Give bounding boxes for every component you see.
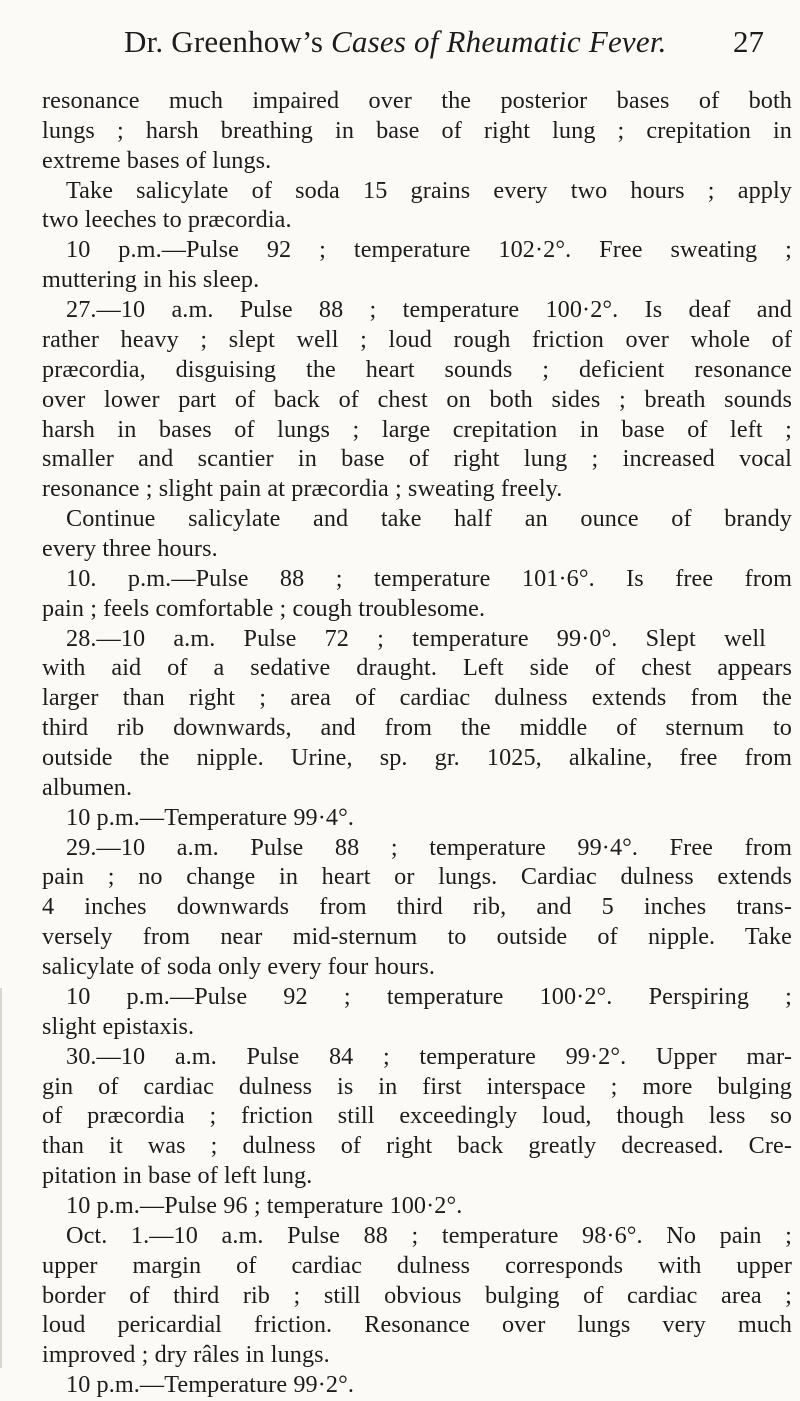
text-line: lungs ; harsh breathing in base of right lung ; crepitation in [42,116,792,144]
text-line: border of third rib ; still obvious bulging of cardiac area ; [42,1281,792,1309]
text-line: muttering in his sleep. [42,266,260,294]
text-line: with aid of a sedative draught. Left side of chest appears [42,654,792,682]
running-header [0,14,800,70]
text-line: 10 p.m.—Pulse 96 ; temperature 100·2°. [66,1192,463,1219]
text-line: resonance ; slight pain at præcordia ; sweating freely. [42,475,563,503]
text-line: pain ; feels comfortable ; cough troublesome. [42,594,486,622]
text-line: improved ; dry râles in lungs. [42,1341,330,1369]
text-line: third rib downwards, and from the middle of sternum to [42,714,792,742]
text-line: 29.—10 a.m. Pulse 88 ; temperature 99·4°. Free from [66,833,792,861]
text-line: 10 p.m.—Temperature 99·2°. [66,1371,354,1399]
text-line: gin of cardiac dulness is in first interspace ; more bulging [42,1072,792,1100]
text-line: præcordia, disguising the heart sounds ; deficient resonance [42,355,792,383]
text-line: every three hours. [42,534,218,562]
text-line: resonance much impaired over the posterior bases of both [42,87,792,114]
page-number: 27 [733,24,764,59]
running-title-italic: Cases of Rheumatic Fever. [331,24,667,59]
running-title-author: Dr. Greenhow’s [124,24,324,59]
text-line: extreme bases of lungs. [42,146,272,174]
text-line: rather heavy ; slept well ; loud rough friction over whole of [42,325,792,353]
text-line: over lower part of back of chest on both sides ; breath sounds [42,385,792,413]
text-line: harsh in bases of lungs ; large crepitation in base of left ; [42,415,792,443]
text-line: larger than right ; area of cardiac dulness extends from the [42,684,792,712]
text-line: 27.—10 a.m. Pulse 88 ; temperature 100·2°. Is deaf and [66,296,792,324]
running-title [124,14,667,70]
text-line: smaller and scantier in base of right lung ; increased vocal [42,445,792,473]
text-line: than it was ; dulness of right back greatly decreased. Cre- [42,1132,792,1160]
text-line: of præcordia ; friction still exceedingly loud, though less so [42,1102,792,1130]
text-line: 4 inches downwards from third rib, and 5 inches trans- [42,893,792,921]
text-line: 28.—10 a.m. Pulse 72 ; temperature 99·0°. Slept well [66,624,766,652]
text-line: Continue salicylate and take half an ounce of brandy [66,505,792,533]
text-line: upper margin of cardiac dulness corresponds with upper [42,1251,792,1279]
text-line: 10. p.m.—Pulse 88 ; temperature 101·6°. Is free from [66,564,792,592]
text-line: 10 p.m.—Temperature 99·4°. [66,803,354,831]
text-line: 10 p.m.—Pulse 92 ; temperature 100·2°. Perspiring ; [66,982,792,1010]
text-line: Oct. 1.—10 a.m. Pulse 88 ; temperature 98·6°. No pain ; [66,1221,792,1249]
text-line: slight epistaxis. [42,1012,195,1040]
text-line: outside the nipple. Urine, sp. gr. 1025, alkaline, free from [42,744,792,772]
text-line: versely from near mid-sternum to outside of nipple. Take [42,923,792,951]
text-line: 10 p.m.—Pulse 92 ; temperature 102·2°. Free sweating ; [66,236,792,264]
text-line: 30.—10 a.m. Pulse 84 ; temperature 99·2°. Upper mar- [66,1042,792,1070]
text-line: loud pericardial friction. Resonance over lungs very much [42,1311,792,1339]
text-line: two leeches to præcordia. [42,206,292,234]
text-line: albumen. [42,773,133,801]
text-line: pain ; no change in heart or lungs. Cardiac dulness extends [42,863,792,891]
binding-edge-shadow [0,988,2,1368]
text-line: Take salicylate of soda 15 grains every two hours ; apply [66,176,792,204]
text-line: salicylate of soda only every four hours. [42,953,436,981]
text-line: pitation in base of left lung. [42,1162,313,1190]
